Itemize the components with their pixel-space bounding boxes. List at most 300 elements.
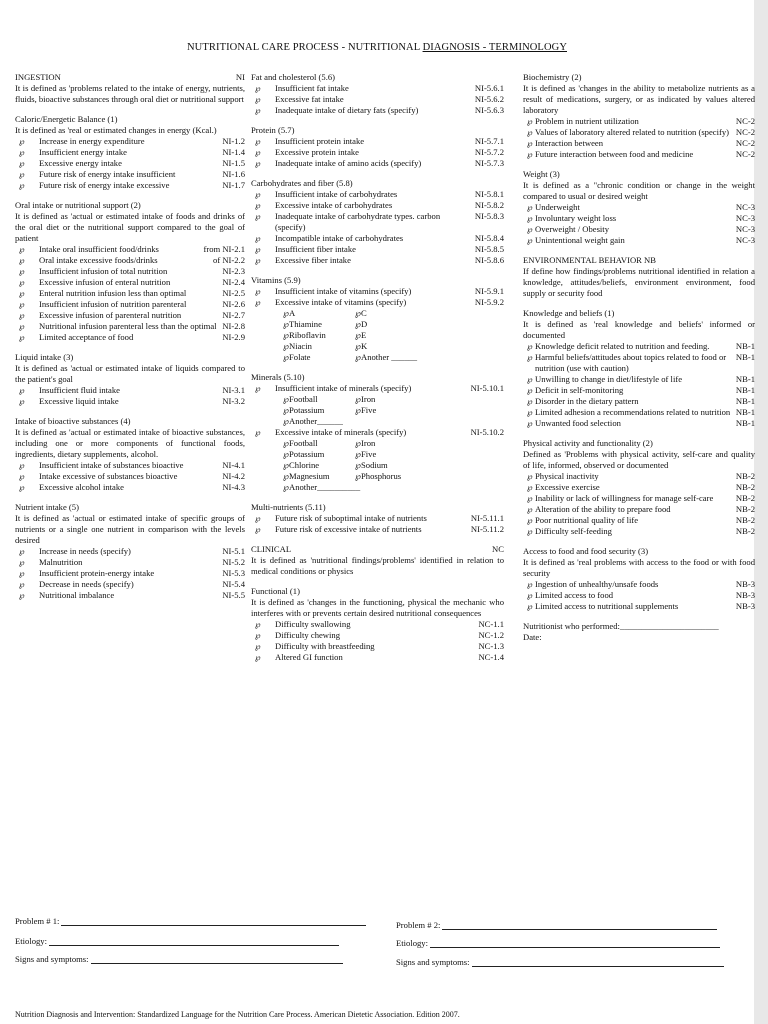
list-item [15,158,245,169]
bullet-icon: ℘ [527,408,533,417]
section [523,621,755,643]
bullet-icon: ℘ [255,234,261,243]
list-item [523,374,755,385]
list-item [251,94,504,105]
list-item [15,579,245,590]
bullet-icon: ℘ [255,106,261,115]
section-title: Intake of bioactive substances (4) [15,416,131,426]
item-label: Inability or lack of willingness for manage self-care [535,493,714,503]
list-item [251,136,504,147]
list-item [251,286,504,297]
list-item [251,189,504,200]
item-code: NC-3 [735,202,755,212]
item-label: Excessive intake of carbohydrates [275,200,393,210]
bullet-icon: ℘ [527,128,533,137]
section [15,200,245,343]
list-item [523,149,755,160]
signs-2-label: Signs and symptoms: [396,957,470,967]
bullet-icon: ℘ [19,278,25,287]
section [251,72,504,116]
bullet-icon: ℘ [527,203,533,212]
list-item [251,147,504,158]
section-title: Physical activity and functionality (2) [523,438,653,448]
bullet-icon: ℘ [527,386,533,395]
section-description: Defined as 'Problems with physical activity, self-care and quality of life, informed, observed or documented [523,449,755,470]
item-code: NB-1 [735,385,755,395]
section-title: Functional (1) [251,586,300,596]
item-code: NI-1.4 [222,147,245,157]
section-heading [251,275,504,286]
bullet-icon: ℘ [19,170,25,179]
item-label: Increase in energy expenditure [39,136,145,146]
section [15,114,245,191]
item-code: NC-2 [735,149,755,159]
item-label: Deficit in self-monitoring [535,385,624,395]
column-nutrients-clinical [251,72,504,663]
section-description: It is defined as 'actual or estimated intake of foods and drinks of the oral diet or the nutritional support compared to the goal of patient [15,211,245,243]
bullet-icon: ℘ [255,159,261,168]
section [523,255,755,299]
list-item [523,418,755,429]
item-label: Ingestion of unhealthy/unsafe foods [535,579,659,589]
item-label: Excessive alcohol intake [39,482,124,492]
item-label: Problem in nutrient utilization [535,116,639,126]
section-heading [523,255,755,266]
title-part-2: DIAGNOSIS - TERMINOLOGY [422,42,567,53]
list-item [251,524,504,535]
item-code: NB-1 [735,407,755,417]
option-item: ℘Riboflavin [283,330,326,340]
footer-citation: Nutrition Diagnosis and Intervention: Standardized Language for the Nutrition Care Process. American Dietetic Association. Edition 2007. [15,1010,460,1019]
item-code: NB-3 [735,579,755,589]
list-item [523,385,755,396]
item-code: from NI-2.1 [203,244,245,254]
item-label: Disorder in the dietary pattern [535,396,639,406]
list-item [523,224,755,235]
section [251,125,504,169]
item-label: Increase in needs (specify) [39,546,131,556]
bullet-icon: ℘ [19,472,25,481]
item-label: Nutritional infusion parenteral less than the optimal [39,321,217,331]
item-label: Knowledge deficit related to nutrition and feeding. [535,341,710,351]
item-label: Limited adhesion a recommendations related to nutrition [535,407,731,417]
section-code: NI [235,72,245,82]
bullet-icon: ℘ [527,516,533,525]
item-code: NI-5.7.1 [474,136,504,146]
item-label: Difficulty with breastfeeding [275,641,375,651]
section [15,352,245,407]
option-item: ℘K [355,341,368,351]
item-code: NC-3 [735,224,755,234]
section [15,502,245,601]
list-item [251,83,504,94]
section-heading [15,200,245,211]
list-item [523,526,755,537]
option-item: ℘Phosphorus [355,471,402,481]
item-code: NB-1 [735,418,755,428]
bullet-icon: ℘ [527,353,533,362]
item-code: NB-1 [735,374,755,384]
problem-1-field[interactable] [15,916,366,926]
signs-2-field[interactable] [396,957,724,967]
item-label: Excessive infusion of enteral nutrition [39,277,171,287]
option-item: ℘Iron [355,394,376,404]
item-label: Incompatible intake of carbohydrates [275,233,404,243]
bullet-icon: ℘ [19,547,25,556]
bullet-icon: ℘ [255,620,261,629]
section-title: Nutrient intake (5) [15,502,79,512]
section-description: It is defined as 'actual or estimated intake of specific groups of nutrients or a single one nutrient in comparison with the levels desired [15,513,245,545]
section-heading [523,546,755,557]
list-item [523,579,755,590]
list-item [15,169,245,180]
item-label: Future interaction between food and medicine [535,149,694,159]
item-code: NB-2 [735,471,755,481]
option-item: ℘Magnesium [283,471,330,481]
section-heading [251,586,504,597]
item-label: Overweight / Obesity [535,224,609,234]
list-item [523,127,755,138]
item-code: NB-1 [735,396,755,406]
item-label: Excessive fat intake [275,94,344,104]
item-code: NI-5.11.1 [470,513,504,523]
option-item: ℘E [355,330,367,340]
option-item: ℘Football [283,394,318,404]
item-code: NC-2 [735,138,755,148]
list-item [15,244,245,255]
list-item [523,590,755,601]
item-code: NI-3.1 [222,385,245,395]
item-code: NI-5.4 [222,579,245,589]
section-title: Weight (3) [523,169,560,179]
item-code: NI-5.5 [222,590,245,600]
option-item: ℘Chlorine [283,460,320,470]
item-label: Future risk of energy intake insufficient [39,169,176,179]
list-item [15,321,245,332]
item-code: NI-5.6.2 [474,94,504,104]
item-label: Unwilling to change in diet/lifestyle of life [535,374,683,384]
item-label: Harmful beliefs/attitudes about topics related to food or nutrition (use with caution) [535,352,727,373]
section-title: Vitamins (5.9) [251,275,301,285]
item-label: Insufficient fat intake [275,83,349,93]
section-description: It is defined as 'actual or estimated intake of liquids compared to the patient's goal [15,363,245,384]
list-item [15,180,245,191]
list-item [523,482,755,493]
item-code: NI-2.6 [222,299,245,309]
item-label: Insufficient intake of minerals (specify) [275,383,412,393]
item-code: NI-5.8.5 [474,244,504,254]
item-code: NB-2 [735,526,755,536]
item-code: NI-2.3 [222,266,245,276]
section-heading [523,72,755,83]
list-item [523,504,755,515]
bullet-icon: ℘ [527,342,533,351]
list-item [251,641,504,652]
etiology-2-label: Etiology: [396,938,428,948]
item-code: NI-2.7 [222,310,245,320]
section [523,169,755,246]
section-title: CLINICAL [251,544,292,554]
item-code: NI-5.6.1 [474,83,504,93]
item-code: NC-3 [735,235,755,245]
list-item [251,630,504,641]
item-code: NI-2.4 [222,277,245,287]
item-label: Values of laboratory altered related to nutrition (specify) [535,127,730,137]
section-title: ENVIRONMENTAL BEHAVIOR NB [523,255,656,265]
section-title: Protein (5.7) [251,125,295,135]
item-code: NB-1 [735,352,755,362]
item-label: Insufficient intake of vitamins (specify) [275,286,412,296]
item-label: Underweight [535,202,580,212]
item-label: Excessive intake of vitamins (specify) [275,297,407,307]
section-title: Carbohydrates and fiber (5.8) [251,178,353,188]
item-code: NI-5.9.2 [474,297,504,307]
section-description: It is defined as 'real problems with access to the food or with food security [523,557,755,578]
item-code: NI-1.6 [222,169,245,179]
section-heading [15,114,245,125]
bullet-icon: ℘ [19,289,25,298]
item-label: Excessive exercise [535,482,600,492]
section-code: NC [492,544,504,554]
item-code: NI-5.8.4 [474,233,504,243]
item-code: NI-5.10.1 [470,383,504,393]
list-item [251,427,504,438]
section-title: INGESTION [15,72,61,82]
section-heading [15,72,245,83]
list-item [15,568,245,579]
item-code: NB-2 [735,493,755,503]
option-grid [251,308,504,363]
section [15,416,245,493]
bullet-icon: ℘ [255,653,261,662]
item-code: NI-1.5 [222,158,245,168]
list-item [523,601,755,612]
list-item [251,200,504,211]
item-label: Insufficient infusion of nutrition parenteral [39,299,187,309]
section [251,502,504,535]
bullet-icon: ℘ [19,256,25,265]
option-item: ℘Potassium [283,405,325,415]
item-code: NI-5.8.3 [474,211,504,221]
list-item [15,482,245,493]
bullet-icon: ℘ [19,483,25,492]
list-item [251,211,504,233]
list-item [15,147,245,158]
item-code: NC-1.2 [478,630,504,640]
item-code: NB-3 [735,590,755,600]
item-label: Future risk of energy intake excessive [39,180,170,190]
item-label: Insufficient intake of substances bioactive [39,460,184,470]
bullet-icon: ℘ [255,201,261,210]
section-heading [15,352,245,363]
section-heading [15,416,245,427]
list-item [251,158,504,169]
option-item: ℘Folate [283,352,311,362]
item-label: Insufficient protein-energy intake [39,568,155,578]
bullet-icon: ℘ [527,117,533,126]
bullet-icon: ℘ [527,494,533,503]
option-item: ℘Five [355,405,377,415]
option-item: ℘Another______ [283,416,343,426]
bullet-icon: ℘ [255,525,261,534]
option-grid [251,438,504,493]
item-code: NC-2 [735,116,755,126]
item-code: NI-4.3 [222,482,245,492]
item-label: Physical inactivity [535,471,599,481]
bullet-icon: ℘ [19,558,25,567]
list-item [523,213,755,224]
bullet-icon: ℘ [255,642,261,651]
list-item [251,619,504,630]
list-item [523,202,755,213]
bullet-icon: ℘ [255,212,261,221]
item-code: NI-5.7.3 [474,158,504,168]
bullet-icon: ℘ [527,602,533,611]
list-item [523,138,755,149]
section [523,72,755,160]
list-item [15,396,245,407]
bullet-icon: ℘ [19,181,25,190]
item-label: Excessive intake of minerals (specify) [275,427,407,437]
bullet-icon: ℘ [527,139,533,148]
item-code: NI-5.6.3 [474,105,504,115]
option-item: ℘Five [355,449,377,459]
section-title: Fat and cholesterol (5.6) [251,72,336,82]
section-title: Biochemistry (2) [523,72,582,82]
item-code: NI-2.5 [222,288,245,298]
item-label: Inadequate intake of amino acids (specify) [275,158,422,168]
list-item [15,288,245,299]
section [251,544,504,577]
item-code: NB-2 [735,482,755,492]
bullet-icon: ℘ [527,505,533,514]
list-item [523,471,755,482]
item-code: NI-5.8.2 [474,200,504,210]
item-code: of NI-2.2 [213,255,245,265]
option-item [355,416,427,427]
problem-2-field[interactable] [396,920,717,930]
item-code: NB-2 [735,504,755,514]
list-item [523,493,755,504]
option-item: ℘Football [283,438,318,448]
section-heading [15,502,245,513]
item-label: Difficulty self-feeding [535,526,612,536]
item-code: NI-3.2 [222,396,245,406]
etiology-2-field[interactable] [396,938,720,948]
list-item [251,244,504,255]
bullet-icon: ℘ [255,148,261,157]
column-behavior [523,72,755,643]
item-code: NI-1.7 [222,180,245,190]
item-label: Difficulty swallowing [275,619,351,629]
item-label: Nutritional imbalance [39,590,115,600]
item-code: NI-2.8 [222,321,245,331]
bullet-icon: ℘ [527,483,533,492]
item-code: NI-5.1 [222,546,245,556]
item-label: Involuntary weight loss [535,213,617,223]
section-heading [251,72,504,83]
section-description: It is defined as 'real or estimated changes in energy (Kcal.) [15,125,217,135]
list-item [15,255,245,266]
bullet-icon: ℘ [19,137,25,146]
bullet-icon: ℘ [527,150,533,159]
item-label: Alteration of the ability to prepare food [535,504,671,514]
item-code: NC-2 [735,127,755,137]
list-item [15,332,245,343]
list-item [15,266,245,277]
item-label: Unintentional weight gain [535,235,625,245]
list-item [15,460,245,471]
item-label: Intake excessive of substances bioactive [39,471,178,481]
bullet-icon: ℘ [255,428,261,437]
item-code: NI-5.9.1 [474,286,504,296]
section-heading [523,169,755,180]
bullet-icon: ℘ [255,190,261,199]
item-label: Insufficient fiber intake [275,244,356,254]
section-heading [251,544,504,555]
option-item: ℘Niacin [283,341,312,351]
option-item: ℘Sodium [355,460,388,470]
item-label: Insufficient infusion of total nutrition [39,266,168,276]
item-label: Future risk of suboptimal intake of nutrients [275,513,427,523]
section [523,308,755,429]
item-code: NB-2 [735,515,755,525]
bullet-icon: ℘ [19,333,25,342]
section-description: It is defined as 'real knowledge and beliefs' informed or documented [523,319,755,340]
section-heading [523,438,755,449]
item-label: Insufficient protein intake [275,136,365,146]
section [251,178,504,266]
item-code: NC-1.3 [478,641,504,651]
bullet-icon: ℘ [255,631,261,640]
section-description: Date: [523,632,542,642]
bullet-icon: ℘ [527,419,533,428]
item-label: Limited access to nutritional supplements [535,601,679,611]
item-code: NI-4.1 [222,460,245,470]
bullet-icon: ℘ [255,137,261,146]
scrollbar-track[interactable] [754,0,768,1024]
bullet-icon: ℘ [19,311,25,320]
section-description: It is defined as 'changes in the ability to metabolize nutrients as a result of medications, surgery, or as indicated by values altered laboratory [523,83,755,115]
item-code: NI-1.2 [222,136,245,146]
bullet-icon: ℘ [255,256,261,265]
item-code: NI-5.8.1 [474,189,504,199]
bullet-icon: ℘ [255,384,261,393]
etiology-1-field[interactable] [15,936,339,946]
section [523,438,755,537]
item-code: NI-5.2 [222,557,245,567]
section-title: Multi-nutrients (5.11) [251,502,326,512]
bullet-icon: ℘ [527,591,533,600]
bullet-icon: ℘ [19,148,25,157]
item-code: NC-3 [735,213,755,223]
list-item [523,515,755,526]
item-label: Poor nutritional quality of life [535,515,639,525]
signs-1-field[interactable] [15,954,343,964]
item-code: NI-2.9 [222,332,245,342]
section-heading [251,372,504,383]
option-item: ℘Potassium [283,449,325,459]
list-item [523,235,755,246]
list-item [523,341,755,352]
bullet-icon: ℘ [19,322,25,331]
section-title: Knowledge and beliefs (1) [523,308,615,318]
item-label: Excessive infusion of parenteral nutrition [39,310,182,320]
section-heading [251,125,504,136]
bullet-icon: ℘ [19,461,25,470]
list-item [15,385,245,396]
list-item [251,233,504,244]
